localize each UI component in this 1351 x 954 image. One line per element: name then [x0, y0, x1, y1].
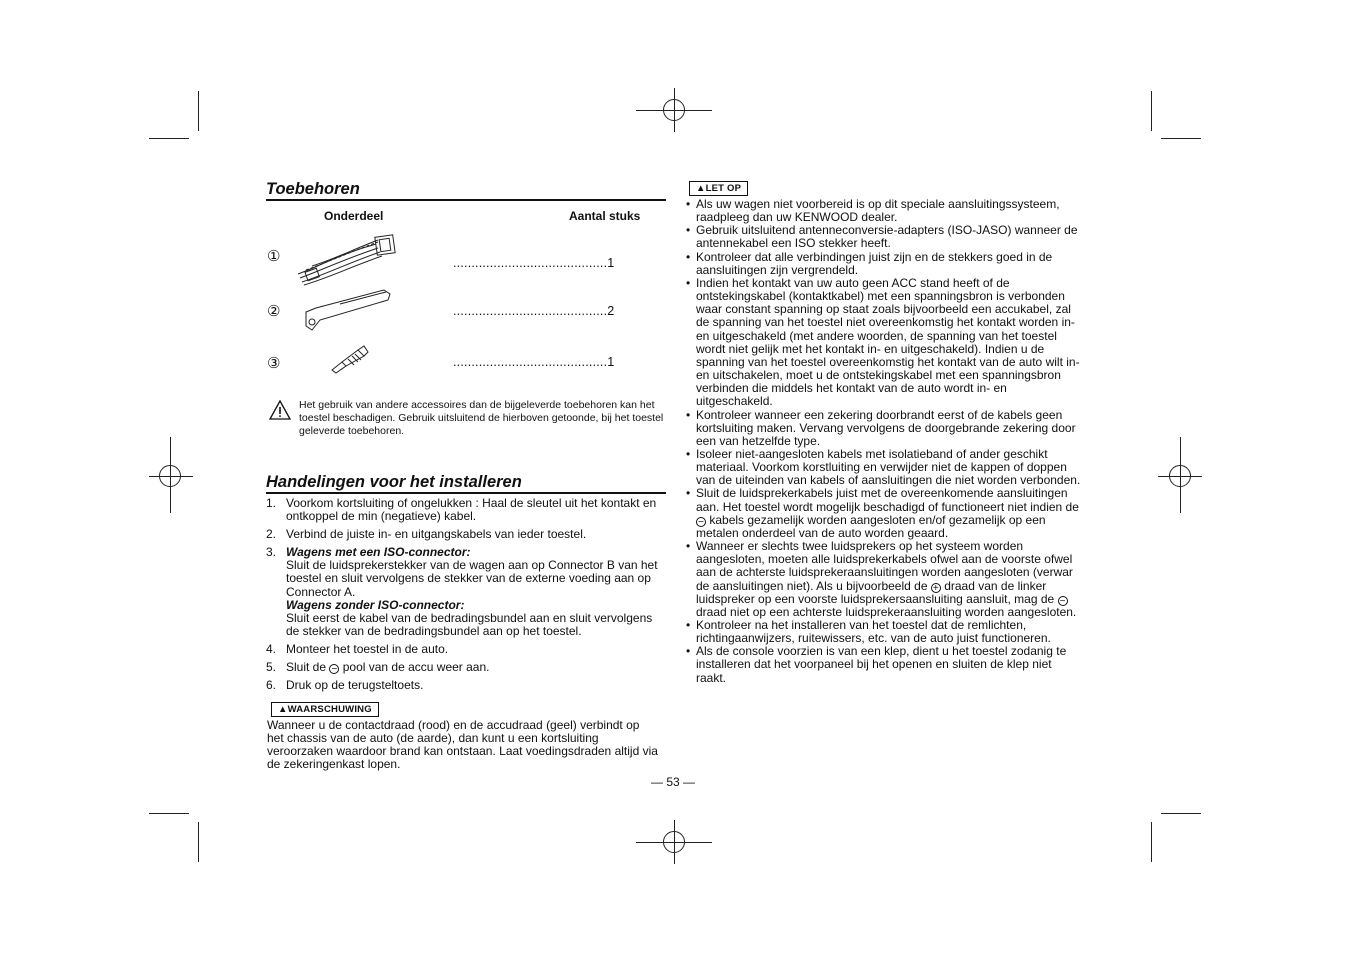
item-qty-1: ..........................................1 — [453, 256, 615, 270]
caution-item: • Kontroleer wanneer een zekering doorbrandt eerst of de kabels geen kortsluiting maken. Vervang vervolgens de doorgebrande zekering door een van hetzelfde type. — [686, 409, 1084, 448]
item-qty-3: ..........................................1 — [453, 355, 615, 369]
caution-item: • Wanneer er slechts twee luidsprekers op het systeem worden aangesloten, moeten alle luidsprekerkabels ofwel aan de voorste ofwel aan de achterste luidsprekeraansluitingen worden aangesloten (verwar de aansluitingen niet). Als u bijvoorbeeld de + draad van de linker luidspreker op een voorste luidsprekersaansluiting aansluit, mag de − draad niet op een achterste luidsprekeraansluiting worden aangesloten. — [686, 540, 1084, 619]
warning-text: Wanneer u de contactdraad (rood) en de accudraad (geel) verbindt op het chassis van de auto (de aarde), dan kunt u een kortsluiting veroorzaken waardoor brand kan ontstaan. Laat voedingsdraden altijd via de zekeringenkast lopen. — [267, 718, 658, 772]
caution-item: • Kontroleer na het installeren van het toestel dat de remlichten, richtingaanwijzers, ruitewissers, etc. van de auto juist functioneren. — [686, 619, 1084, 645]
no-iso-connector-heading: Wagens zonder ISO-connector: — [286, 597, 465, 612]
install-step-5: 5. Sluit de − pool van de accu weer aan. — [266, 660, 490, 676]
install-step-2: 2. Verbind de juiste in- en uitgangskabels van ieder toestel. — [266, 527, 587, 542]
minus-circle-icon: − — [329, 664, 339, 674]
accessories-title: Toebehoren — [266, 180, 666, 201]
caution-item: • Sluit de luidsprekerkabels juist met de overeenkomende aansluitingen aan. Het toestel wordt mogelijk beschadigd of functioneert niet indien de − kabels gezamelijk worden aangesloten en/of gezamelijk op een metalen onderdeel van de auto worden geaard. — [686, 487, 1084, 540]
minus-circle-icon: − — [1058, 596, 1068, 606]
warning-triangle-icon — [268, 399, 292, 421]
item-marker-2: ② — [267, 303, 281, 320]
caution-item: • Als de console voorzien is van een klep, dient u het toestel zodanig te installeren dat het voorpaneel bij het openen en sluiten de klep niet raakt. — [686, 645, 1084, 684]
caution-item: • Indien het kontakt van uw auto geen ACC stand heeft of de ontstekingskabel (kontaktkabel) met een spanningsbron is verbonden waar constant spanning op staat zoals bijvoorbeeld een accukabel, zal de spanning van het toestel niet overeenkomstig het kontakt worden in- en uitgeschakeld (met andere woorden, de spanning van het toestel wordt niet gelijk met het kontakt in- en uitgeschakeld). Indien u de spanning van het toestel overeenkomstig het kontakt van de auto wilt in- en uitschakelen, moet u de ontstekingskabel met een spanningsbron verbinden die middels het kontakt van de auto wordt in- en uitgeschakeld. — [686, 277, 1084, 409]
item-marker-1: ① — [267, 248, 281, 265]
install-steps — [266, 497, 666, 697]
warning-badge: ▲WAARSCHUWING — [271, 702, 379, 717]
install-step-6: 6. Druk op de terugsteltoets. — [266, 678, 424, 693]
antenna-adapter-image — [328, 342, 372, 376]
caution-item: • Als uw wagen niet voorbereid is op dit speciale aansluitingssysteem, raadpleeg dan uw KENWOOD dealer. — [686, 198, 1084, 224]
item-qty-2: ..........................................2 — [453, 304, 615, 318]
install-step-3: 3. Wagens met een ISO-connector: Sluit de luidsprekerstekker van de wagen aan op Connector B van het toestel en sluit vervolgens de stekker van de externe voeding aan op Connector A. Wagens zonder ISO-connector: Sluit eerst de kabel van de bedradingsbundel aan en sluit vervolgens de stekker van de bedradingsbundel aan op het toestel. — [266, 546, 666, 638]
install-title: Handelingen voor het installeren — [266, 473, 666, 494]
caution-badge: ▲LET OP — [689, 181, 748, 196]
page-number: — 53 — — [651, 775, 696, 789]
wiring-harness-image — [292, 230, 402, 288]
caution-item: • Kontroleer dat alle verbindingen juist zijn en de stekkers goed in de aansluitingen zijn vergrendeld. — [686, 251, 1084, 277]
col-qty-header: Aantal stuks — [569, 209, 641, 223]
minus-circle-icon: − — [696, 517, 706, 527]
col-part-header: Onderdeel — [324, 209, 384, 223]
caution-item: • Isoleer niet-aangesloten kabels met isolatieband of ander geschikt materiaal. Voorkom korstluiting en verwijder niet de kappen of doppen van de uiteinden van kabels of aansluitingen die niet worden verbonden. — [686, 448, 1084, 487]
item-marker-3: ③ — [267, 355, 281, 372]
plus-circle-icon: + — [931, 583, 941, 593]
iso-connector-heading: Wagens met een ISO-connector: — [286, 545, 471, 560]
removal-tool-image — [300, 286, 396, 338]
install-step-1: 1. Voorkom kortsluiting of ongelukken : Haal de sleutel uit het kontakt en ontkoppel de min (negatieve) kabel. — [266, 496, 657, 524]
caution-item: • Gebruik uitsluitend antenneconversie-adapters (ISO-JASO) wanneer de antennekabel een ISO stekker heeft. — [686, 224, 1084, 250]
install-step-4: 4. Monteer het toestel in de auto. — [266, 641, 449, 656]
accessories-caution-text: Het gebruik van andere accessoires dan de bijgeleverde toebehoren kan het toestel beschadigen. Gebruik uitsluitend de hierboven getoonde, bij het toestel geleverde toebehoren. — [299, 399, 664, 437]
caution-list — [686, 198, 1084, 685]
